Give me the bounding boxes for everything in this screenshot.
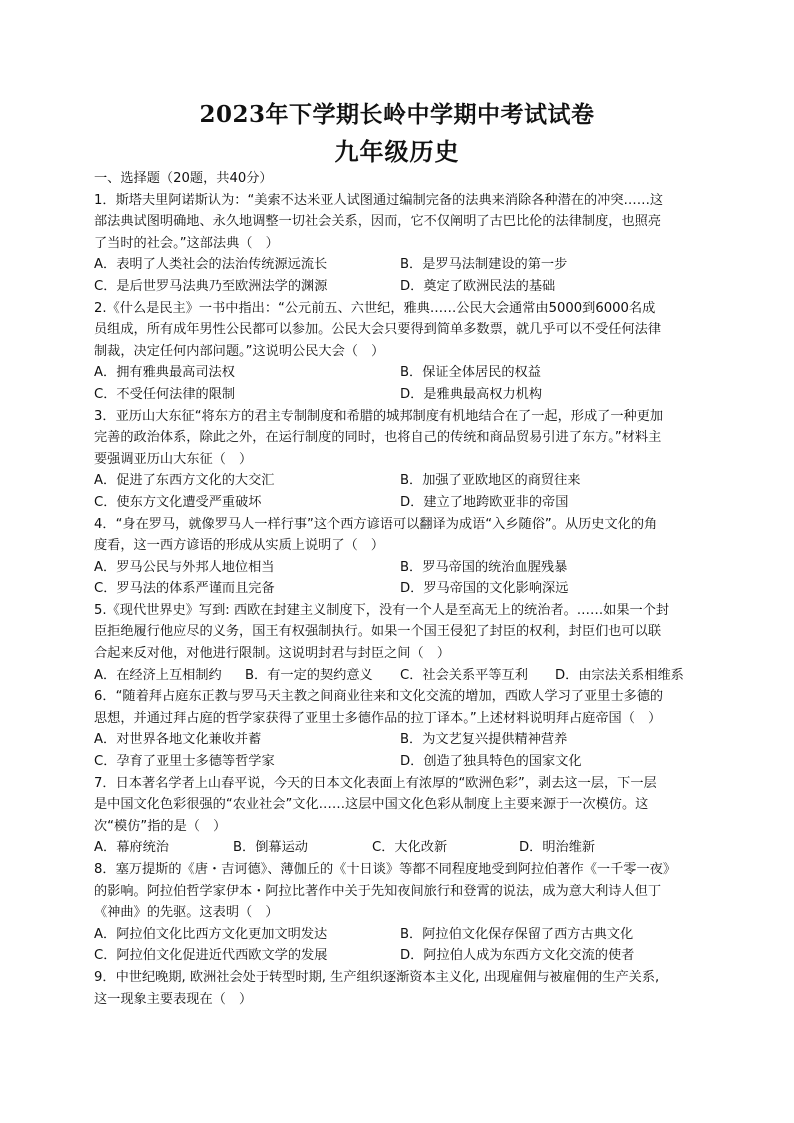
option-d[interactable]: D．奠定了欧洲民法的基础 xyxy=(400,278,556,294)
option-a[interactable]: A．拥有雅典最高司法权 xyxy=(94,365,235,381)
option-d[interactable]: D．明治维新 xyxy=(519,840,596,856)
option-c[interactable]: C．不受任何法律的限制 xyxy=(94,386,236,402)
option-b[interactable]: B．加强了亚欧地区的商贸往来 xyxy=(400,473,581,489)
exam-content xyxy=(94,168,698,1010)
question-text-line: 5.《现代世界史》写到: 西欧在封建主义制度下，没有一个人是至高无上的统治者。……如果一个封 xyxy=(94,602,670,618)
question-text-line: 合起来反对他，对他进行限制。这说明封君与封臣之间（ ） xyxy=(94,646,451,662)
question-text-line: 这一现象主要表现在（ ） xyxy=(94,991,253,1007)
option-a[interactable]: A．阿拉伯文化比西方文化更加文明发达 xyxy=(94,926,328,942)
option-row xyxy=(94,665,698,687)
option-d[interactable]: D．罗马帝国的文化影响深远 xyxy=(400,581,569,597)
question-3 xyxy=(94,406,698,514)
option-b[interactable]: B．是罗马法制建设的第一步 xyxy=(400,257,568,273)
option-c[interactable]: C．孕育了亚里士多德等哲学家 xyxy=(94,754,275,770)
question-2 xyxy=(94,298,698,406)
question-6 xyxy=(94,686,698,772)
exam-title: 2023年下学期长岭中学期中考试试卷 xyxy=(199,101,595,128)
question-text-line: 7．日本著名学者上山春平说，今天的日本文化表面上有浓厚的“欧洲色彩”，剥去这一层，下一层 xyxy=(94,775,657,791)
question-text-line: 的影响。阿拉伯哲学家伊本・阿拉比著作中关于先知夜间旅行和登霄的说法，成为意大利诗人但丁 xyxy=(94,883,662,899)
question-text-line: 1．斯塔夫里阿诺斯认为：“美索不达米亚人试图通过编制完备的法典来消除各种潜在的冲突……这 xyxy=(94,192,664,208)
question-text-line: 完善的政治体系，除此之外，在运行制度的同时，也将自己的传统和商品贸易引进了东方。”材料主 xyxy=(94,430,662,446)
option-b[interactable]: B．阿拉伯文化保存保留了西方古典文化 xyxy=(400,926,634,942)
question-text-line: 次“模仿”指的是（ ） xyxy=(94,818,227,834)
question-text-line: 9．中世纪晚期, 欧洲社会处于转型时期, 生产组织逐渐资本主义化, 出现雇佣与被雇佣的生产关系, xyxy=(94,969,660,985)
option-row xyxy=(94,384,698,406)
option-b[interactable]: B．为文艺复兴提供精神营养 xyxy=(400,732,568,748)
question-1 xyxy=(94,190,698,298)
option-b[interactable]: B．罗马帝国的统治血腥残暴 xyxy=(400,559,568,575)
question-text-line: 3．亚历山大东征“将东方的君主专制制度和希腊的城邦制度有机地结合在了一起，形成了一种更加 xyxy=(94,408,664,424)
question-text-line: 2.《什么是民主》一书中指出：“公元前五、六世纪，雅典……公民大会通常由5000到6000名成 xyxy=(94,300,656,316)
option-c[interactable]: C．大化改新 xyxy=(372,840,448,856)
question-text-line: 度看，这一西方谚语的形成从实质上说明了（ ） xyxy=(94,538,385,554)
option-d[interactable]: D．是雅典最高权力机构 xyxy=(400,386,543,402)
option-b[interactable]: B．有一定的契约意义 xyxy=(245,667,373,683)
option-row xyxy=(94,362,698,384)
option-b[interactable]: B．倒幕运动 xyxy=(233,840,308,856)
question-text-line: 《神曲》的先驱。这表明（ ） xyxy=(94,905,279,921)
question-4 xyxy=(94,514,698,600)
option-c[interactable]: C．罗马法的体系严谨而且完备 xyxy=(94,581,275,597)
option-c[interactable]: C．使东方文化遭受严重破坏 xyxy=(94,494,262,510)
question-text-line: 是中国文化色彩很强的“农业社会”文化……这层中国文化色彩从制度上主要来源于一次模仿。这 xyxy=(94,797,649,813)
option-d[interactable]: D．由宗法关系相维系 xyxy=(555,667,684,683)
option-c[interactable]: C．阿拉伯文化促进近代西欧文学的发展 xyxy=(94,948,328,964)
section-heading: 一、选择题（20题，共40分） xyxy=(94,171,273,186)
option-row xyxy=(94,751,698,773)
question-5 xyxy=(94,600,698,686)
option-row xyxy=(94,492,698,514)
option-d[interactable]: D．创造了独具特色的国家文化 xyxy=(400,754,582,770)
option-a[interactable]: A．在经济上互相制约 xyxy=(94,667,222,683)
option-row xyxy=(94,578,698,600)
option-b[interactable]: B．保证全体居民的权益 xyxy=(400,365,541,381)
option-a[interactable]: A．罗马公民与外邦人地位相当 xyxy=(94,559,275,575)
option-row xyxy=(94,557,698,579)
question-text-line: 要强调亚历山大东征（ ） xyxy=(94,451,253,467)
option-row xyxy=(94,945,698,967)
question-8 xyxy=(94,859,698,967)
question-text-line: 员组成，所有成年男性公民都可以参加。公民大会只要得到简单多数票，就几乎可以不受任何法律 xyxy=(94,322,662,338)
option-row xyxy=(94,276,698,298)
option-row xyxy=(94,254,698,276)
option-d[interactable]: D．建立了地跨欧亚非的帝国 xyxy=(400,494,569,510)
question-text-line: 思想，并通过拜占庭的哲学家获得了亚里士多德作品的拉丁译本。”上述材料说明拜占庭帝国（ ） xyxy=(94,710,662,726)
option-row xyxy=(94,470,698,492)
exam-subtitle: 九年级历史 xyxy=(334,137,460,166)
option-c[interactable]: C．社会关系平等互利 xyxy=(400,667,528,683)
option-row xyxy=(94,924,698,946)
question-text-line: 制裁，决定任何内部问题。”这说明公民大会（ ） xyxy=(94,343,385,359)
question-text-line: 8．塞万提斯的《唐・吉诃德》、薄伽丘的《十日谈》等都不同程度地受到阿拉伯著作《一千零一夜》 xyxy=(94,862,677,877)
question-text-line: 6．“随着拜占庭东正教与罗马天主教之间商业往来和文化交流的增加，西欧人学习了亚里士多德的 xyxy=(94,689,664,705)
question-text-line: 了当时的社会。”这部法典（ ） xyxy=(94,235,279,251)
option-a[interactable]: A．促进了东西方文化的大交汇 xyxy=(94,473,275,489)
question-text-line: 部法典试图明确地、永久地调整一切社会关系，因而，它不仅阐明了古巴比伦的法律制度，也照亮 xyxy=(94,214,662,230)
option-d[interactable]: D．阿拉伯人成为东西方文化交流的使者 xyxy=(400,948,635,964)
question-text-line: 4．“身在罗马，就像罗马人一样行事”这个西方谚语可以翻译为成语“入乡随俗”。从历史文化的角 xyxy=(94,516,658,532)
option-a[interactable]: A．表明了人类社会的法治传统源远流长 xyxy=(94,257,328,273)
option-row xyxy=(94,837,698,859)
question-text-line: 臣拒绝履行他应尽的义务，国王有权强制执行。如果一个国王侵犯了封臣的权利，封臣们也可以联 xyxy=(94,624,662,640)
option-a[interactable]: A．对世界各地文化兼收并蓄 xyxy=(94,732,262,748)
question-7 xyxy=(94,773,698,859)
question-9 xyxy=(94,967,698,1010)
option-row xyxy=(94,729,698,751)
option-c[interactable]: C．是后世罗马法典乃至欧洲法学的渊源 xyxy=(94,278,328,294)
option-a[interactable]: A．幕府统治 xyxy=(94,840,169,856)
